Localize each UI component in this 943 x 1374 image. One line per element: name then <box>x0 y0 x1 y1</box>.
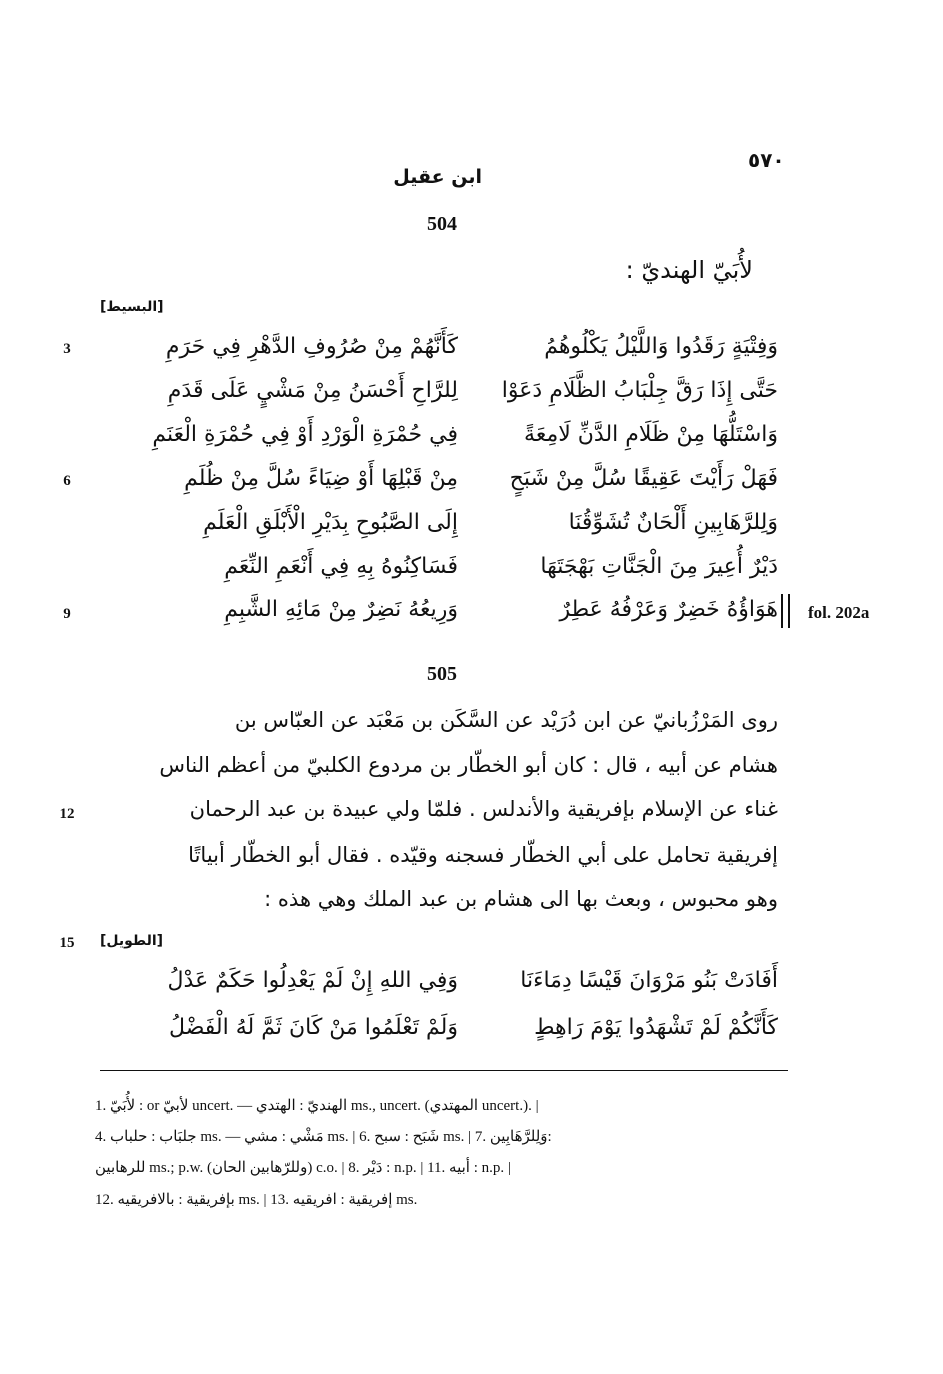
verse-left-hemistich: فِي حُمْرَةِ الْوَرْدِ أَوْ فِي حُمْرَةِ الْعَنَمِ <box>152 422 458 447</box>
verse-right-hemistich: حَتَّى إِذَا رَقَّ جِلْبَابُ الظَّلَامِ دَعَوْا <box>501 378 778 403</box>
verse-left-hemistich: وَفِي اللهِ إِنْ لَمْ يَعْدِلُوا حَكَمٌ عَدْلُ <box>167 968 458 993</box>
verse-left-hemistich: لِلرَّاحِ أَحْسَنُ مِنْ مَشْيٍ عَلَى قَدَمِ <box>167 378 458 403</box>
meter-label-basit: [البسيط] <box>100 299 164 315</box>
line-number: 12 <box>59 806 75 822</box>
line-number: 6 <box>63 473 71 489</box>
verse-left-hemistich: وَلَمْ تَعْلَمُوا مَنْ كَانَ ثَمَّ لَهُ الْفَضْلُ <box>169 1015 458 1040</box>
verse-left-hemistich: كَأَنَّهُمْ مِنْ صُرُوفِ الدَّهْرِ فِي حَرَمِ <box>165 334 458 359</box>
verse-left-hemistich: وَرِيعُهُ نَضِرٌ مِنْ مَائِهِ الشَّبِمِ <box>224 597 458 622</box>
verse-right-hemistich: فَهَلْ رَأَيْتَ عَقِيقًا سُلَّ مِنْ شَبَحٍ <box>509 466 778 491</box>
verse-right-hemistich: دَيْرٌ أُعِيرَ مِنَ الْجَنَّاتِ بَهْجَتَهَا <box>540 554 778 579</box>
poem-number-504: 504 <box>427 213 457 235</box>
verse-right-hemistich: أَفَادَتْ بَنُو مَرْوَانَ قَيْسًا دِمَاءَنَا <box>520 968 778 993</box>
prose-line: إفريقية تحامل على أبي الخطّار فسجنه وقيّده . فقال أبو الخطّار أبياتًا <box>188 843 778 867</box>
prose-line: روى المَرْزُبانيّ عن ابن دُرَيْد عن السَّكَن بن مَعْبَد عن العبّاس بن <box>234 708 778 732</box>
poem-attribution: لأُبَيّ الهنديّ : <box>625 256 753 284</box>
verse-right-hemistich: كَأَنَّكُمْ لَمْ تَشْهَدُوا يَوْمَ رَاهِطٍ <box>534 1015 778 1040</box>
verse-right-hemistich: وَاسْتَلُّهَا مِنْ ظَلَامِ الدَّنِّ لَامِعَةً <box>524 422 778 447</box>
verse-right-hemistich: وَلِلرَّهَابِينِ أَلْحَانٌ تُشَوِّقُنَا <box>568 510 778 535</box>
prose-line: هشام عن أبيه ، قال : كان أبو الخطّار بن مردوع الكلبيّ من أعظم الناس <box>159 753 778 777</box>
footnote-line: 4. جلبَاب : حلباب ms. — مَشْي : مشي ms. | 6. شَبَح : سبح ms. | 7. وَلِلرَّهَابِين: <box>95 1129 552 1145</box>
footnote-line: 1. لأُبَيّ : or لأبيّ uncert. — الهنديّ : الهتدي ms., uncert. (المهتدي uncert.). | <box>95 1098 539 1114</box>
verse-left-hemistich: إِلَى الصَّبُوحِ بِدَيْرِ الْأَبْلَقِ الْعَلَمِ <box>203 510 458 535</box>
verse-right-hemistich: هَوَاؤُهُ خَضِرٌ وَعَرْفُهُ عَطِرٌ <box>559 597 778 622</box>
line-number: 15 <box>59 935 75 951</box>
folio-marker: fol. 202a <box>808 603 870 622</box>
page-number: ٥٧٠ <box>748 148 785 172</box>
prose-line: وهو محبوس ، وبعث بها الى هشام بن عبد الملك وهي هذه : <box>264 887 778 911</box>
prose-line: غناء عن الإسلام بإفريقية والأندلس . فلمّا ولي عبيدة بن عبد الرحمان <box>189 797 778 821</box>
running-title: ابن عقيل <box>393 166 482 188</box>
verse-right-hemistich: وَفِتْيَةٍ رَقَدُوا وَاللَّيْلُ يَكْلُوهُمُ <box>544 334 778 359</box>
footnote-rule <box>100 1070 788 1071</box>
folio-break-mark <box>781 594 790 628</box>
line-number: 9 <box>63 606 71 622</box>
footnote-line: للرهابين ms.; p.w. (وللرّهابين الحان) c.o. | 8. دَيْر : n.p. | 11. أبيه : n.p. | <box>95 1160 511 1176</box>
verse-left-hemistich: فَسَاكِنُوهُ بِهِ فِي أَنْعَمِ النِّعَمِ <box>224 554 458 579</box>
meter-label-tawil: [الطويل] <box>100 933 164 949</box>
line-number: 3 <box>63 341 71 357</box>
poem-number-505: 505 <box>427 663 457 685</box>
footnote-line: 12. بإفريقية : بالافريقيه ms. | 13. إفريقية : افريقيه ms. <box>95 1192 418 1208</box>
verse-left-hemistich: مِنْ قَبْلِهَا أَوْ ضِيَاءً سُلَّ مِنْ ظُلَمِ <box>184 466 458 491</box>
